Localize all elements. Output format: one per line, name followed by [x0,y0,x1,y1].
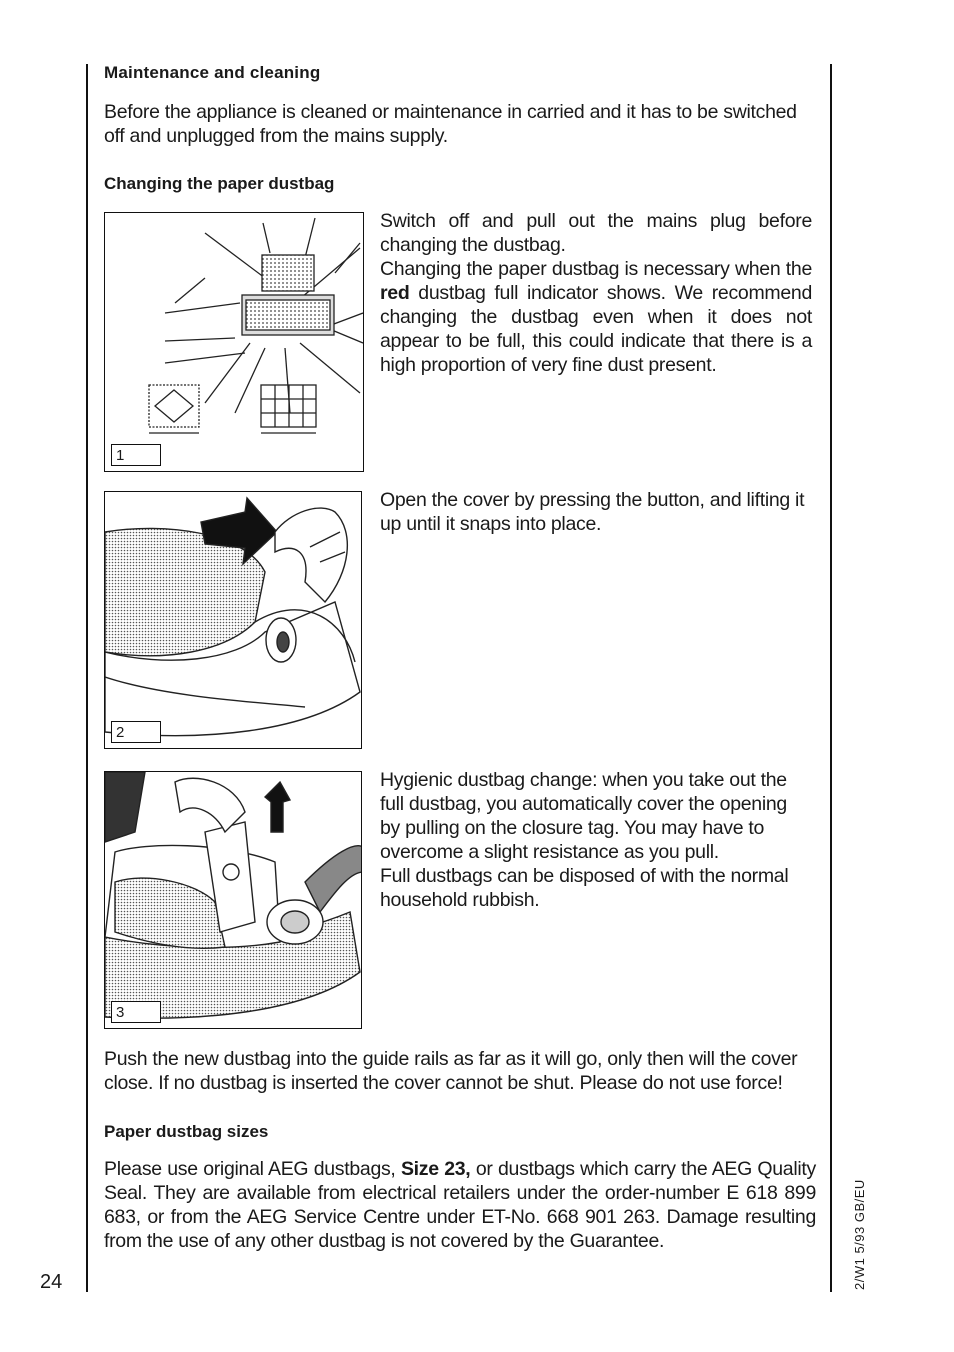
heading-maintenance: Maintenance and cleaning [104,63,321,82]
left-rule [86,64,88,1292]
step1-paragraph-2-start: Changing the paper dustbag is necessary when the [380,258,812,280]
figure-2-label: 2 [111,721,161,743]
sizes-paragraph [104,1157,816,1253]
document-code: 2/W1 5/93 GB/EU [852,1179,867,1290]
heading-changing-dustbag: Changing the paper dustbag [104,174,335,193]
size-23-emphasis: Size 23, [400,1158,471,1180]
step1-paragraph-2-end: dustbag full indicator shows. We recommend changing the dustbag even when it does not appear to be full, this could indicate that there is a high proportion of very fine dust present. [380,282,812,376]
heading-dustbag-sizes: Paper dustbag sizes [104,1122,269,1141]
step3-paragraph-2: Full dustbags can be disposed of with the normal household rubbish. [380,865,789,911]
push-dustbag-paragraph: Push the new dustbag into the guide rails as far as it will go, only then will the cover close. If no dustbag is inserted the cover cannot be shut. Please do not use force! [104,1048,798,1094]
step1-text [380,209,812,377]
page-number: 24 [40,1271,63,1293]
sizes-text-end: or dustbags which carry the AEG Quality Seal. They are available from electrical retailers under the order-number E 618 899 683, or from the AEG Service Centre under ET-No. 668 901 263. Damage resulting from the use of any other dustbag is not covered by the Guarantee. [104,1158,816,1252]
step2-text: Open the cover by pressing the button, and lifting it up until it snaps into place. [380,489,805,535]
figure-3-label: 3 [111,1001,161,1023]
red-emphasis: red [380,282,410,304]
remove-dustbag-illustration [105,772,362,1029]
figure-3 [104,771,362,1029]
right-rule [830,64,832,1292]
step1-paragraph-1: Switch off and pull out the mains plug before changing the dustbag. [380,210,812,256]
step3-text [380,768,812,912]
figure-1-label: 1 [111,444,161,466]
sizes-text-start: Please use original AEG dustbags, [104,1158,401,1180]
intro-paragraph: Before the appliance is cleaned or maintenance in carried and it has to be switched off and unplugged from the mains supply. [104,101,797,147]
figure-2 [104,491,362,749]
step3-paragraph-1: Hygienic dustbag change: when you take out the full dustbag, you automatically cover the opening by pulling on the closure tag. You may have to overcome a slight resistance as you pull. [380,769,787,863]
figure-1 [104,212,364,472]
dustbag-indicator-illustration [105,213,364,472]
open-cover-illustration [105,492,362,749]
